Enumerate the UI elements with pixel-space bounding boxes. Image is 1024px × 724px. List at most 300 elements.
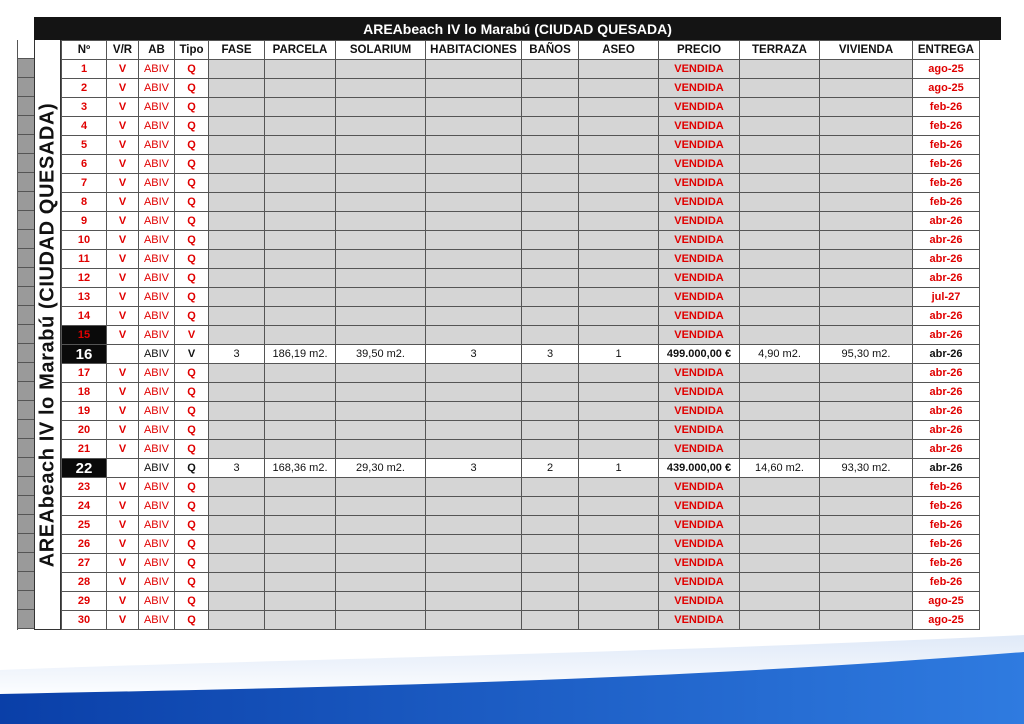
parcela-cell — [265, 117, 336, 136]
gutter-cell — [18, 173, 34, 192]
ab-cell: ABIV — [139, 345, 175, 364]
habitaciones-cell — [426, 174, 522, 193]
table-row — [62, 516, 980, 535]
entrega-cell: abr-26 — [913, 345, 980, 364]
vivienda-cell — [820, 307, 913, 326]
vr-cell: V — [107, 307, 139, 326]
entrega-cell: ago-25 — [913, 79, 980, 98]
vr-cell: V — [107, 136, 139, 155]
unit-number: 24 — [62, 497, 107, 516]
tipo-cell: Q — [175, 440, 209, 459]
terraza-cell — [740, 554, 820, 573]
vr-cell: V — [107, 364, 139, 383]
vr-cell: V — [107, 516, 139, 535]
table-row — [62, 440, 980, 459]
header-row — [62, 41, 980, 60]
aseo-cell — [579, 573, 659, 592]
precio-cell: VENDIDA — [659, 231, 740, 250]
unit-number: 8 — [62, 193, 107, 212]
vivienda-cell — [820, 117, 913, 136]
habitaciones-cell — [426, 497, 522, 516]
terraza-cell — [740, 535, 820, 554]
ab-cell: ABIV — [139, 60, 175, 79]
solarium-cell: 29,30 m2. — [336, 459, 426, 478]
table-row — [62, 478, 980, 497]
habitaciones-cell — [426, 421, 522, 440]
unit-number: 3 — [62, 98, 107, 117]
precio-cell: VENDIDA — [659, 136, 740, 155]
vr-cell — [107, 345, 139, 364]
gutter-cell — [18, 116, 34, 135]
fase-cell — [209, 535, 265, 554]
banos-cell — [522, 364, 579, 383]
aseo-cell — [579, 326, 659, 345]
aseo-cell — [579, 212, 659, 231]
parcela-cell — [265, 231, 336, 250]
vr-cell: V — [107, 440, 139, 459]
unit-number: 9 — [62, 212, 107, 231]
gutter-cell — [18, 572, 34, 591]
solarium-cell — [336, 326, 426, 345]
tipo-cell: Q — [175, 402, 209, 421]
fase-cell — [209, 136, 265, 155]
solarium-cell — [336, 440, 426, 459]
aseo-cell — [579, 79, 659, 98]
column-header: AB — [139, 41, 175, 60]
fase-cell — [209, 364, 265, 383]
column-header: V/R — [107, 41, 139, 60]
habitaciones-cell — [426, 402, 522, 421]
vr-cell: V — [107, 212, 139, 231]
solarium-cell — [336, 117, 426, 136]
banos-cell — [522, 611, 579, 630]
fase-cell — [209, 231, 265, 250]
habitaciones-cell — [426, 307, 522, 326]
gutter-cell — [18, 515, 34, 534]
fase-cell — [209, 611, 265, 630]
ab-cell: ABIV — [139, 79, 175, 98]
terraza-cell — [740, 421, 820, 440]
aseo-cell — [579, 269, 659, 288]
unit-number: 2 — [62, 79, 107, 98]
unit-number: 16 — [62, 345, 107, 364]
entrega-cell: feb-26 — [913, 478, 980, 497]
banos-cell — [522, 421, 579, 440]
table-row — [62, 326, 980, 345]
terraza-cell — [740, 592, 820, 611]
vr-cell: V — [107, 497, 139, 516]
table-row — [62, 402, 980, 421]
terraza-cell: 4,90 m2. — [740, 345, 820, 364]
gutter-cell — [18, 154, 34, 173]
vr-cell: V — [107, 383, 139, 402]
solarium-cell — [336, 573, 426, 592]
fase-cell — [209, 554, 265, 573]
banos-cell — [522, 402, 579, 421]
units-table — [61, 40, 980, 630]
solarium-cell — [336, 421, 426, 440]
vivienda-cell — [820, 440, 913, 459]
table-row — [62, 573, 980, 592]
vivienda-cell — [820, 174, 913, 193]
table-row — [62, 250, 980, 269]
habitaciones-cell — [426, 554, 522, 573]
fase-cell — [209, 155, 265, 174]
entrega-cell: ago-25 — [913, 611, 980, 630]
parcela-cell — [265, 212, 336, 231]
unit-number: 1 — [62, 60, 107, 79]
table-row — [62, 345, 980, 364]
parcela-cell — [265, 592, 336, 611]
solarium-cell — [336, 554, 426, 573]
tipo-cell: Q — [175, 421, 209, 440]
habitaciones-cell — [426, 440, 522, 459]
fase-cell — [209, 307, 265, 326]
entrega-cell: abr-26 — [913, 402, 980, 421]
terraza-cell — [740, 98, 820, 117]
entrega-cell: abr-26 — [913, 326, 980, 345]
entrega-cell: feb-26 — [913, 554, 980, 573]
vivienda-cell — [820, 535, 913, 554]
aseo-cell — [579, 60, 659, 79]
terraza-cell — [740, 497, 820, 516]
solarium-cell — [336, 193, 426, 212]
habitaciones-cell — [426, 288, 522, 307]
entrega-cell: feb-26 — [913, 535, 980, 554]
ab-cell: ABIV — [139, 421, 175, 440]
ab-cell: ABIV — [139, 611, 175, 630]
parcela-cell — [265, 60, 336, 79]
precio-cell: VENDIDA — [659, 364, 740, 383]
aseo-cell — [579, 497, 659, 516]
parcela-cell — [265, 478, 336, 497]
entrega-cell: ago-25 — [913, 60, 980, 79]
terraza-cell — [740, 136, 820, 155]
gutter-cell — [18, 97, 34, 116]
entrega-cell: feb-26 — [913, 497, 980, 516]
ab-cell: ABIV — [139, 326, 175, 345]
terraza-cell — [740, 383, 820, 402]
parcela-cell — [265, 421, 336, 440]
ab-cell: ABIV — [139, 136, 175, 155]
unit-number: 30 — [62, 611, 107, 630]
habitaciones-cell — [426, 573, 522, 592]
vivienda-cell — [820, 554, 913, 573]
precio-cell: 499.000,00 € — [659, 345, 740, 364]
solarium-cell — [336, 155, 426, 174]
gutter-cell — [18, 420, 34, 439]
tipo-cell: Q — [175, 307, 209, 326]
precio-cell: VENDIDA — [659, 516, 740, 535]
solarium-cell — [336, 212, 426, 231]
table-row — [62, 383, 980, 402]
habitaciones-cell: 3 — [426, 345, 522, 364]
vr-cell: V — [107, 98, 139, 117]
aseo-cell — [579, 174, 659, 193]
unit-number: 11 — [62, 250, 107, 269]
solarium-cell — [336, 174, 426, 193]
tipo-cell: Q — [175, 174, 209, 193]
table-row — [62, 193, 980, 212]
entrega-cell: abr-26 — [913, 364, 980, 383]
habitaciones-cell — [426, 79, 522, 98]
banos-cell — [522, 269, 579, 288]
unit-number: 12 — [62, 269, 107, 288]
vr-cell: V — [107, 288, 139, 307]
ab-cell: ABIV — [139, 592, 175, 611]
aseo-cell — [579, 136, 659, 155]
table-row — [62, 98, 980, 117]
parcela-cell: 186,19 m2. — [265, 345, 336, 364]
terraza-cell — [740, 326, 820, 345]
habitaciones-cell — [426, 212, 522, 231]
column-header: VIVIENDA — [820, 41, 913, 60]
solarium-cell — [336, 497, 426, 516]
banos-cell — [522, 478, 579, 497]
gutter-cell — [18, 230, 34, 249]
habitaciones-cell — [426, 535, 522, 554]
precio-cell: VENDIDA — [659, 592, 740, 611]
ab-cell: ABIV — [139, 402, 175, 421]
precio-cell: VENDIDA — [659, 573, 740, 592]
table-row — [62, 554, 980, 573]
fase-cell: 3 — [209, 345, 265, 364]
fase-cell — [209, 288, 265, 307]
terraza-cell — [740, 478, 820, 497]
column-header: HABITACIONES — [426, 41, 522, 60]
aseo-cell — [579, 478, 659, 497]
parcela-cell — [265, 440, 336, 459]
table-row — [62, 592, 980, 611]
tipo-cell: Q — [175, 250, 209, 269]
vivienda-cell — [820, 573, 913, 592]
vivienda-cell — [820, 212, 913, 231]
ab-cell: ABIV — [139, 307, 175, 326]
vr-cell: V — [107, 155, 139, 174]
fase-cell — [209, 269, 265, 288]
banos-cell — [522, 117, 579, 136]
gutter-cell — [18, 534, 34, 553]
vivienda-cell — [820, 269, 913, 288]
banos-cell — [522, 383, 579, 402]
solarium-cell — [336, 592, 426, 611]
column-header: PARCELA — [265, 41, 336, 60]
precio-cell: VENDIDA — [659, 497, 740, 516]
banos-cell — [522, 98, 579, 117]
entrega-cell: abr-26 — [913, 307, 980, 326]
terraza-cell — [740, 269, 820, 288]
banos-cell — [522, 174, 579, 193]
side-label: AREAbeach IV lo Marabú (CIUDAD QUESADA) — [36, 102, 58, 567]
gutter-cell — [18, 268, 34, 287]
gutter-cell — [18, 59, 34, 78]
vr-cell: V — [107, 193, 139, 212]
ab-cell: ABIV — [139, 573, 175, 592]
unit-number: 14 — [62, 307, 107, 326]
tipo-cell: Q — [175, 611, 209, 630]
precio-cell: VENDIDA — [659, 383, 740, 402]
tipo-cell: V — [175, 345, 209, 364]
banos-cell — [522, 516, 579, 535]
habitaciones-cell — [426, 155, 522, 174]
table-row — [62, 535, 980, 554]
ab-cell: ABIV — [139, 288, 175, 307]
parcela-cell — [265, 174, 336, 193]
gutter-cell — [18, 439, 34, 458]
banos-cell — [522, 231, 579, 250]
ab-cell: ABIV — [139, 516, 175, 535]
gutter-header — [18, 40, 34, 59]
terraza-cell — [740, 402, 820, 421]
ab-cell: ABIV — [139, 269, 175, 288]
gutter-cell — [18, 344, 34, 363]
banos-cell — [522, 155, 579, 174]
tipo-cell: Q — [175, 288, 209, 307]
vivienda-cell — [820, 497, 913, 516]
unit-number: 6 — [62, 155, 107, 174]
table-row — [62, 155, 980, 174]
solarium-cell — [336, 98, 426, 117]
banos-cell — [522, 193, 579, 212]
unit-number: 23 — [62, 478, 107, 497]
gutter-cell — [18, 211, 34, 230]
parcela-cell — [265, 250, 336, 269]
vr-cell: V — [107, 174, 139, 193]
vivienda-cell: 95,30 m2. — [820, 345, 913, 364]
fase-cell — [209, 516, 265, 535]
entrega-cell: jul-27 — [913, 288, 980, 307]
banos-cell — [522, 250, 579, 269]
entrega-cell: feb-26 — [913, 117, 980, 136]
vr-cell: V — [107, 554, 139, 573]
column-header: BAÑOS — [522, 41, 579, 60]
unit-number: 26 — [62, 535, 107, 554]
table-row — [62, 459, 980, 478]
table-title: AREAbeach IV lo Marabú (CIUDAD QUESADA) — [34, 17, 1001, 40]
terraza-cell — [740, 79, 820, 98]
habitaciones-cell — [426, 193, 522, 212]
unit-number: 27 — [62, 554, 107, 573]
precio-cell: VENDIDA — [659, 269, 740, 288]
vivienda-cell — [820, 98, 913, 117]
fase-cell — [209, 212, 265, 231]
tipo-cell: Q — [175, 497, 209, 516]
column-header: TERRAZA — [740, 41, 820, 60]
terraza-cell — [740, 212, 820, 231]
fase-cell — [209, 402, 265, 421]
solarium-cell — [336, 516, 426, 535]
unit-number: 17 — [62, 364, 107, 383]
unit-number: 28 — [62, 573, 107, 592]
entrega-cell: abr-26 — [913, 421, 980, 440]
ab-cell: ABIV — [139, 174, 175, 193]
table-row — [62, 212, 980, 231]
parcela-cell — [265, 554, 336, 573]
gutter-cell — [18, 496, 34, 515]
unit-number: 21 — [62, 440, 107, 459]
parcela-cell — [265, 611, 336, 630]
solarium-cell — [336, 402, 426, 421]
aseo-cell — [579, 288, 659, 307]
terraza-cell — [740, 611, 820, 630]
gutter-cell — [18, 78, 34, 97]
solarium-cell — [336, 269, 426, 288]
precio-cell: VENDIDA — [659, 174, 740, 193]
unit-number: 13 — [62, 288, 107, 307]
ab-cell: ABIV — [139, 497, 175, 516]
vr-cell: V — [107, 250, 139, 269]
precio-cell: VENDIDA — [659, 554, 740, 573]
table-row — [62, 269, 980, 288]
column-header: SOLARIUM — [336, 41, 426, 60]
table-row — [62, 288, 980, 307]
precio-cell: VENDIDA — [659, 307, 740, 326]
precio-cell: VENDIDA — [659, 79, 740, 98]
vr-cell: V — [107, 326, 139, 345]
banos-cell: 3 — [522, 345, 579, 364]
table-row — [62, 421, 980, 440]
entrega-cell: feb-26 — [913, 573, 980, 592]
vivienda-cell — [820, 421, 913, 440]
tipo-cell: Q — [175, 554, 209, 573]
ab-cell: ABIV — [139, 98, 175, 117]
vivienda-cell — [820, 516, 913, 535]
parcela-cell — [265, 193, 336, 212]
ab-cell: ABIV — [139, 535, 175, 554]
solarium-cell — [336, 288, 426, 307]
parcela-cell — [265, 364, 336, 383]
table-row — [62, 117, 980, 136]
parcela-cell — [265, 307, 336, 326]
table-row — [62, 79, 980, 98]
solarium-cell — [336, 136, 426, 155]
tipo-cell: Q — [175, 478, 209, 497]
solarium-cell — [336, 478, 426, 497]
fase-cell — [209, 326, 265, 345]
unit-number: 15 — [62, 326, 107, 345]
aseo-cell — [579, 421, 659, 440]
precio-cell: VENDIDA — [659, 288, 740, 307]
habitaciones-cell — [426, 326, 522, 345]
habitaciones-cell — [426, 478, 522, 497]
banos-cell — [522, 554, 579, 573]
fase-cell — [209, 592, 265, 611]
habitaciones-cell — [426, 592, 522, 611]
vr-cell — [107, 459, 139, 478]
fase-cell — [209, 497, 265, 516]
gutter-cell — [18, 325, 34, 344]
habitaciones-cell — [426, 383, 522, 402]
ab-cell: ABIV — [139, 383, 175, 402]
vivienda-cell — [820, 155, 913, 174]
aseo-cell — [579, 98, 659, 117]
aseo-cell — [579, 231, 659, 250]
habitaciones-cell — [426, 611, 522, 630]
unit-number: 25 — [62, 516, 107, 535]
habitaciones-cell — [426, 364, 522, 383]
fase-cell — [209, 250, 265, 269]
column-header: FASE — [209, 41, 265, 60]
unit-number: 7 — [62, 174, 107, 193]
precio-cell: VENDIDA — [659, 193, 740, 212]
precio-cell: VENDIDA — [659, 440, 740, 459]
terraza-cell — [740, 516, 820, 535]
terraza-cell — [740, 155, 820, 174]
entrega-cell: feb-26 — [913, 174, 980, 193]
parcela-cell — [265, 497, 336, 516]
aseo-cell — [579, 554, 659, 573]
aseo-cell: 1 — [579, 345, 659, 364]
